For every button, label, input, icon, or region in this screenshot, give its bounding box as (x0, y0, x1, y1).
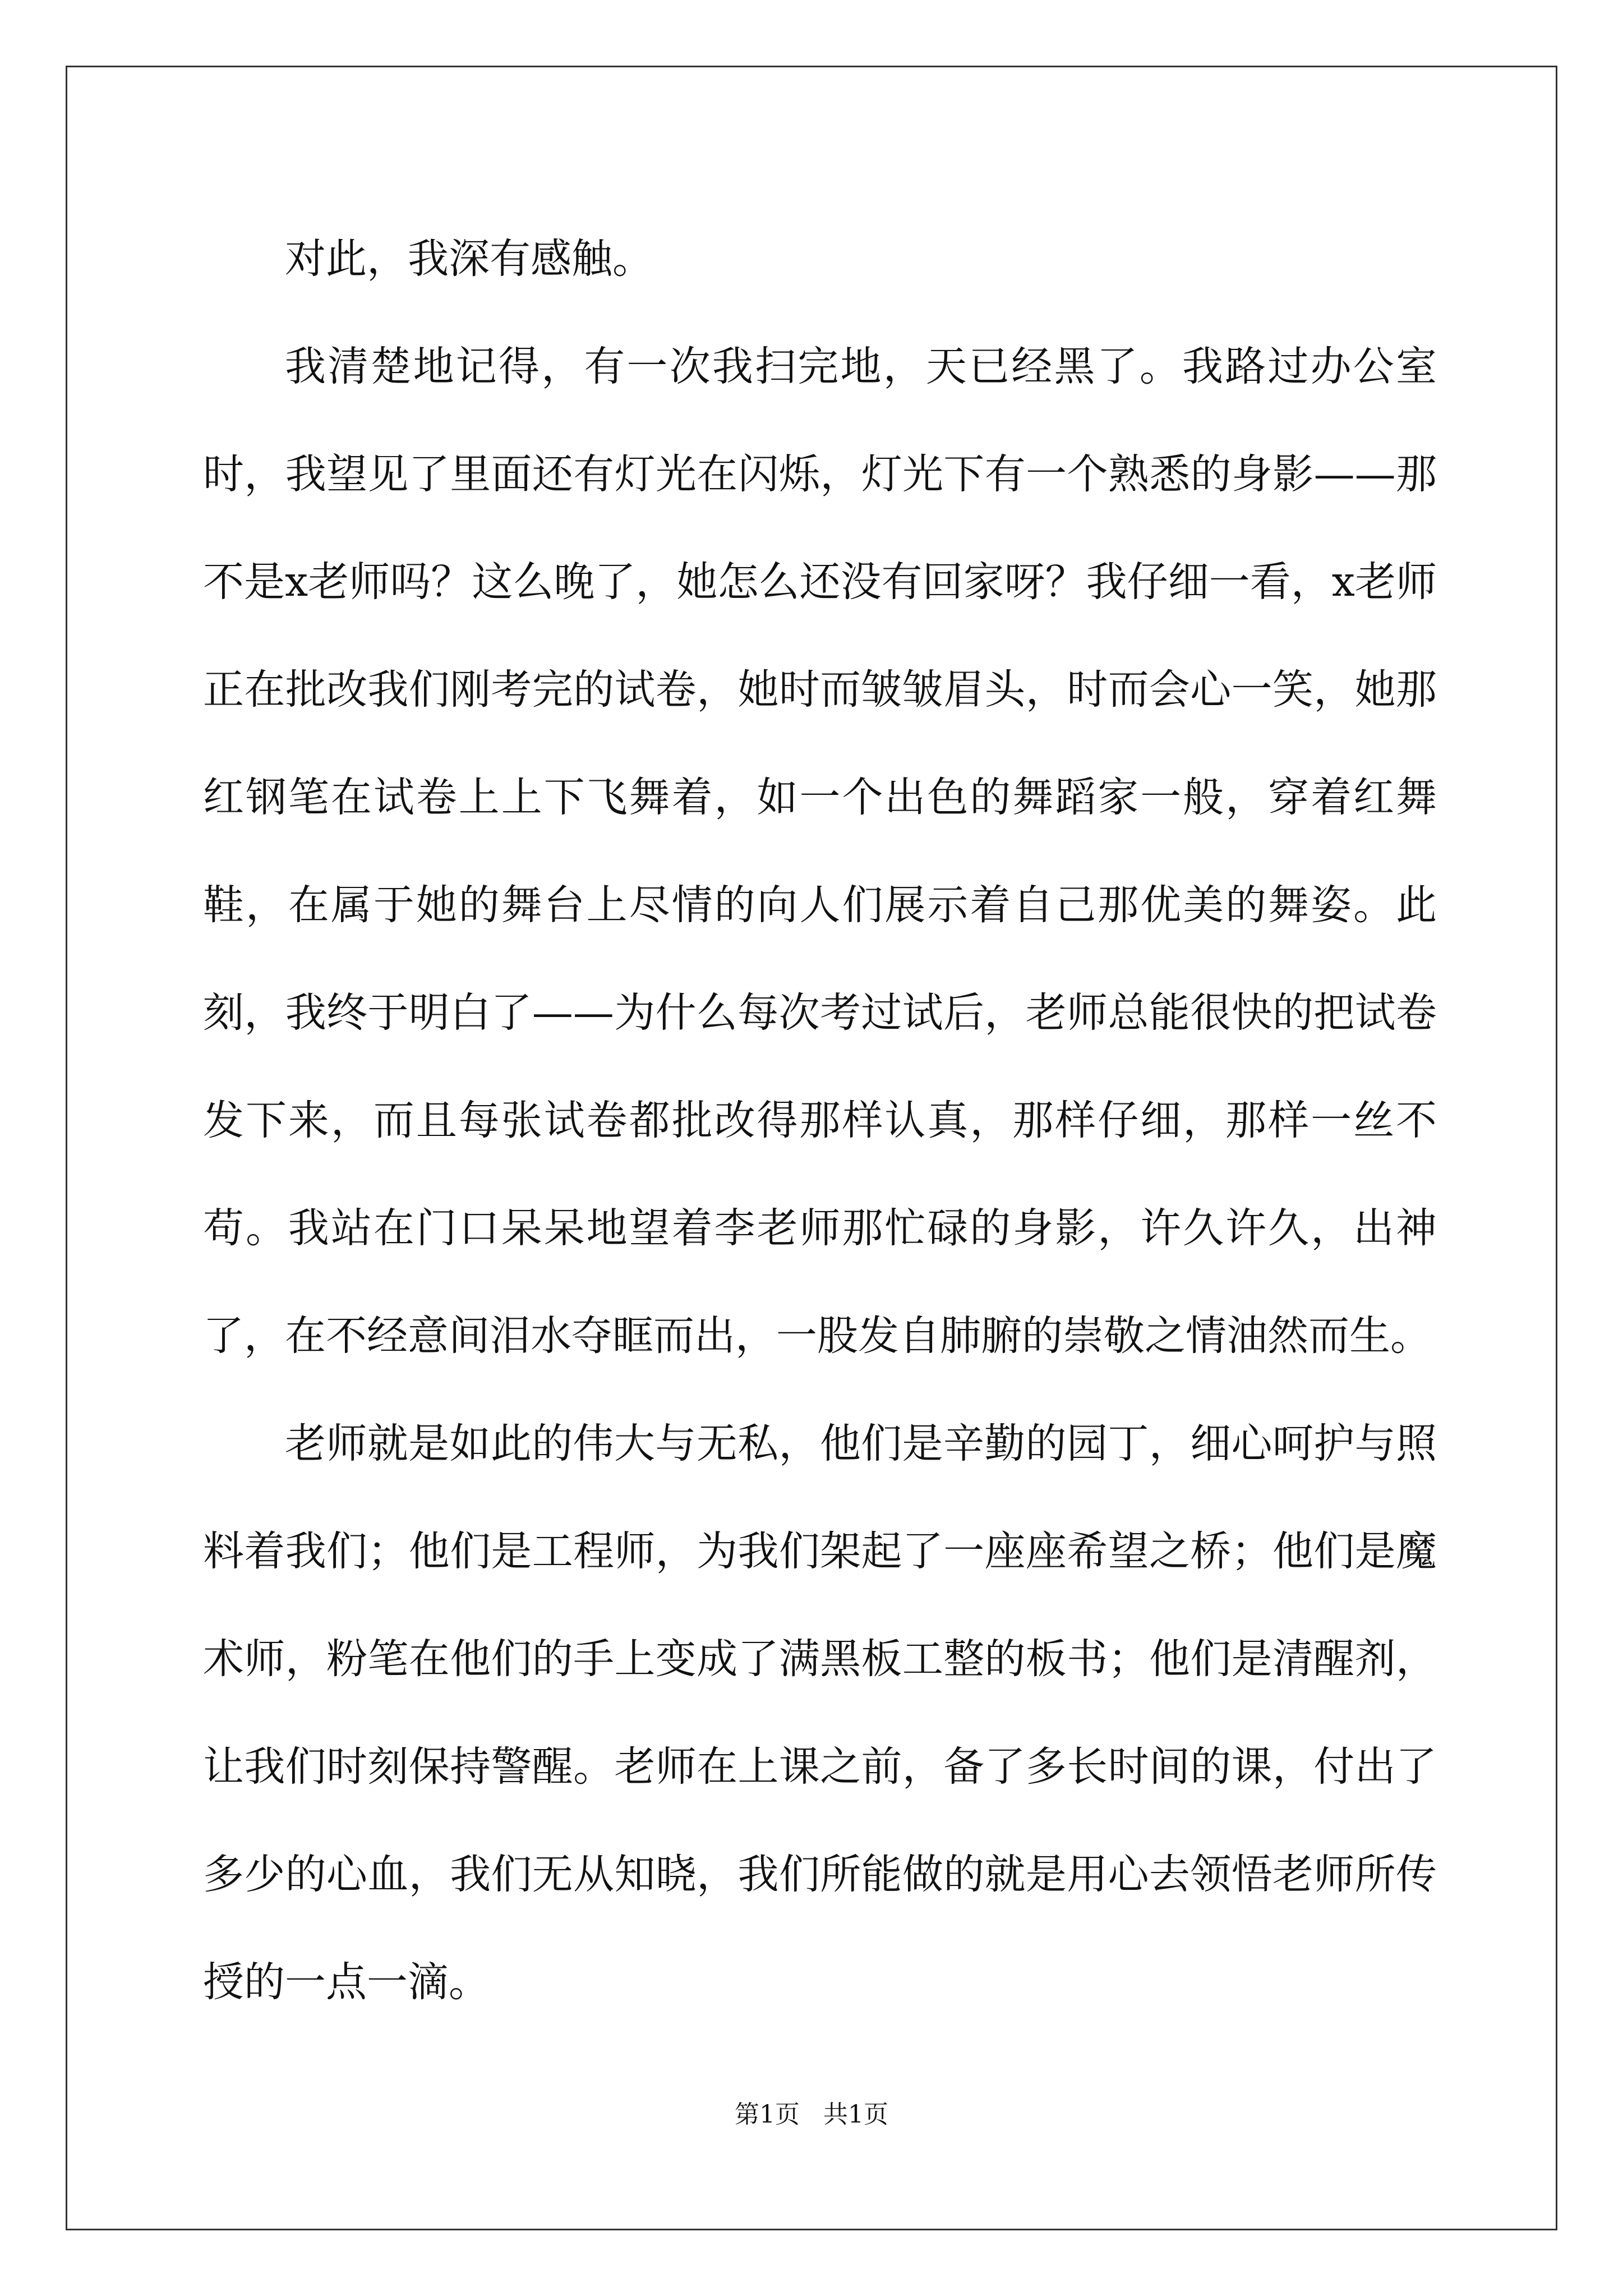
paragraph-1: 对此，我深有感触。 (285, 235, 653, 283)
document-body (203, 205, 1437, 2036)
page-footer: 第1页 共1页 (735, 2100, 888, 2129)
paragraph-2: 我清楚地记得，有一次我扫完地，天已经黑了。我路过办公室时，我望见了里面还有灯光在闪烁，灯光下有一个熟悉的身影——那不是x老师吗？这么晚了，她怎么还没有回家呀？我仔细一看，x老师正在批改我们刚考完的试卷，她时而皱皱眉头，时而会心一笑，她那红钢笔在试卷上上下飞舞着，如一个出色的舞蹈家一般，穿着红舞鞋，在属于她的舞台上尽情的向人们展示着自己那优美的舞姿。此刻，我终于明白了——为什么每次考过试后，老师总能很快的把试卷发下来，而且每张试卷都批改得那样认真，那样仔细，那样一丝不苟。我站在门口呆呆地望着李老师那忙碌的身影，许久许久，出神了，在不经意间泪水夺眶而出，一股发自肺腑的崇敬之情油然而生。 (203, 343, 1437, 1360)
paragraph-3: 老师就是如此的伟大与无私，他们是辛勤的园丁，细心呵护与照料着我们；他们是工程师，为我们架起了一座座希望之桥；他们是魔术师，粉笔在他们的手上变成了满黑板工整的板书；他们是清醒剂，让我们时刻保持警醒。老师在上课之前，备了多长时间的课，付出了多少的心血，我们无从知晓，我们所能做的就是用心去领悟老师所传授的一点一滴。 (203, 1420, 1437, 2006)
